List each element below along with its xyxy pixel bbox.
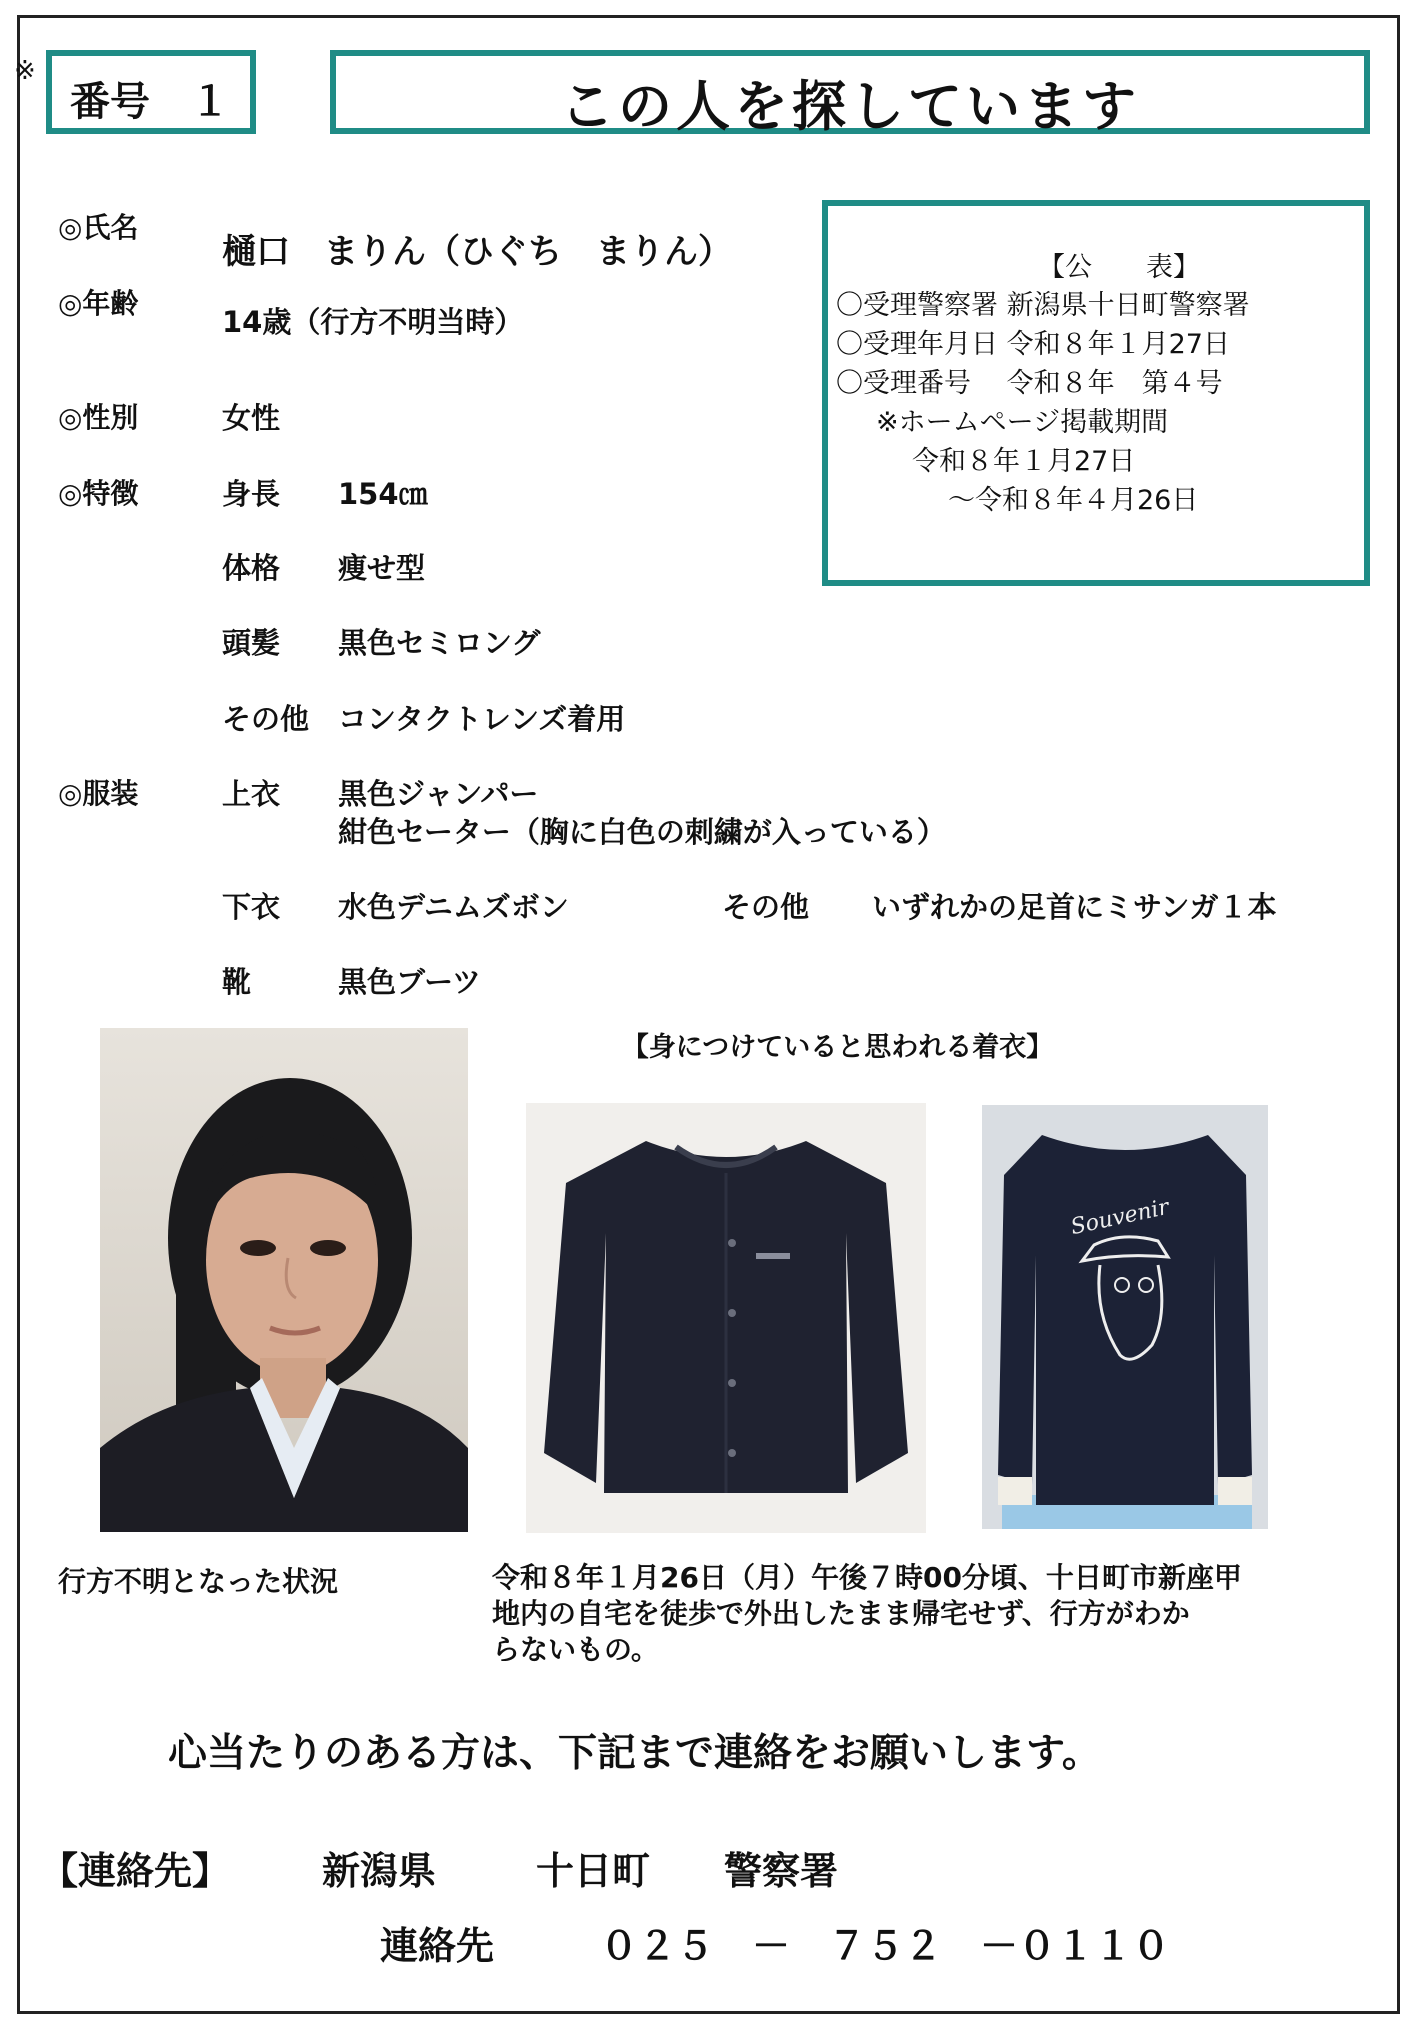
publication-period-label: ※ホームページ掲載期間 — [876, 407, 1169, 438]
situation-line-3: らないもの。 — [492, 1633, 659, 1666]
portrait-photo — [100, 1028, 468, 1532]
situation-line-1: 令和８年１月26日（月）午後７時00分頃、十日町市新座甲 — [492, 1561, 1242, 1594]
shoes-value: 黒色ブーツ — [338, 965, 481, 999]
jacket-photo — [526, 1103, 926, 1533]
clothing-label: ◎服装 — [58, 777, 139, 810]
contact-prefecture: 新潟県 — [322, 1849, 437, 1893]
publication-title: 【公 表】 — [1038, 252, 1200, 283]
appeal: 心当たりのある方は、下記まで連絡をお願いします。 — [168, 1731, 1101, 1776]
top-key: 上衣 — [222, 777, 281, 811]
age-value: 14歳（行方不明当時） — [222, 305, 524, 339]
height-key: 身長 — [222, 477, 281, 511]
build-key: 体格 — [222, 551, 281, 585]
sweater-photo — [982, 1105, 1268, 1529]
bottom-other-key: その他 — [722, 890, 810, 924]
phone-label: 連絡先 — [380, 1924, 495, 1968]
bottom-key: 下衣 — [222, 890, 281, 924]
sweater-embroidery: Souvenir — [1068, 1194, 1172, 1241]
sex-label: ◎性別 — [58, 401, 139, 434]
build-value: 痩せ型 — [338, 551, 426, 585]
publication-period-start: 令和８年１月27日 — [912, 446, 1136, 477]
top-value-1: 黒色ジャンパー — [338, 777, 539, 811]
shoes-key: 靴 — [222, 965, 252, 999]
number-box — [46, 50, 256, 134]
publication-date: 〇受理年月日 令和８年１月27日 — [836, 329, 1230, 360]
name-value: 樋口 まりん（ひぐち まりん） — [222, 232, 732, 272]
top-value-2: 紺色セーター（胸に白色の刺繍が入っている） — [338, 815, 946, 849]
sex-value: 女性 — [222, 401, 281, 435]
publication-box — [822, 200, 1370, 586]
situation-text — [492, 1560, 1242, 1668]
other-key: その他 — [222, 702, 310, 736]
headline-box — [330, 50, 1370, 138]
contact-label: 【連絡先】 — [40, 1849, 231, 1893]
case-number: 番号 １ — [70, 79, 230, 125]
publication-station: 〇受理警察署 新潟県十日町警察署 — [836, 290, 1250, 321]
contact-station: 警察署 — [724, 1849, 839, 1893]
name-label: ◎氏名 — [58, 211, 139, 244]
bottom-other-value: いずれかの足首にミサンガ１本 — [872, 890, 1277, 924]
publication-number: 〇受理番号 令和８年 第４号 — [836, 368, 1223, 399]
clothing-caption: 【身につけていると思われる着衣】 — [621, 1032, 1054, 1063]
situation-line-2: 地内の自宅を徒歩で外出したまま帰宅せず、行方がわか — [492, 1597, 1190, 1630]
reference-mark: ※ — [14, 56, 36, 86]
age-label: ◎年齢 — [58, 287, 139, 320]
situation-label: 行方不明となった状況 — [58, 1565, 339, 1598]
height-value: 154㎝ — [338, 477, 428, 511]
bottom-value: 水色デニムズボン — [338, 890, 569, 924]
features-label: ◎特徴 — [58, 477, 139, 510]
hair-key: 頭髪 — [222, 626, 281, 660]
hair-value: 黒色セミロング — [338, 626, 541, 660]
publication-period-end: ～令和８年４月26日 — [948, 485, 1199, 516]
headline: この人を探しています — [560, 75, 1140, 138]
other-value: コンタクトレンズ着用 — [338, 702, 626, 736]
phone-number: ０２５ － ７５２ －０１１０ — [600, 1924, 1171, 1968]
contact-town: 十日町 — [536, 1849, 651, 1893]
